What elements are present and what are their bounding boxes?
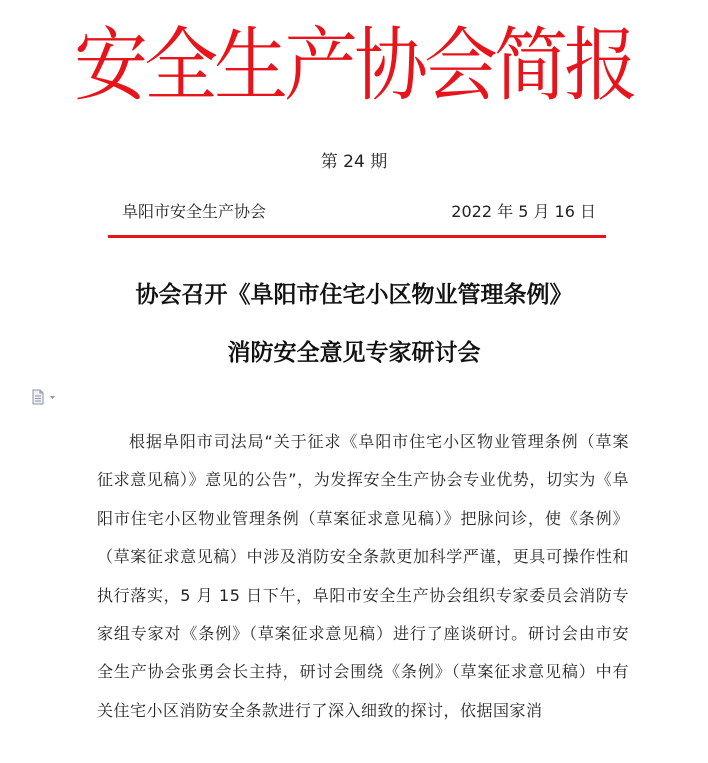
issue-number: 第 24 期	[320, 152, 388, 172]
publisher-organization: 阜阳市安全生产协会	[122, 202, 267, 221]
publish-date: 2022 年 5 月 16 日	[451, 202, 596, 221]
chevron-down-icon	[50, 396, 55, 399]
red-divider-line	[108, 235, 606, 238]
paste-options-button[interactable]	[30, 389, 60, 405]
article-title-line-2: 消防安全意见专家研讨会	[227, 340, 481, 366]
masthead-title: 安全生产协会简报	[74, 19, 634, 113]
article-body-paragraph: 根据阜阳市司法局“关于征求《阜阳市住宅小区物业管理条例（草案征求意见稿）》意见的公告”，为发挥安全生产协会专业优势，切实为《阜阳市住宅小区物业管理条例（草案征求意见稿）》把脉问诊，使《条例》（草案征求意见稿）中涉及消防安全条款更加科学严谨，更具可操作性和执行落实，5 月 15 日下午，阜阳市安全生产协会组织专家委员会消防专家组专家对《条例》（草案征求意见稿）进行了座谈研讨。研讨会由市安全生产协会张勇会长主持，研讨会围绕《条例》（草案征求意见稿）中有关住宅小区消防安全条款进行了深入细致的探讨，依据国家消	[97, 432, 629, 720]
article-title-line-1: 协会召开《阜阳市住宅小区物业管理条例》	[135, 282, 573, 308]
document-icon	[30, 389, 60, 405]
